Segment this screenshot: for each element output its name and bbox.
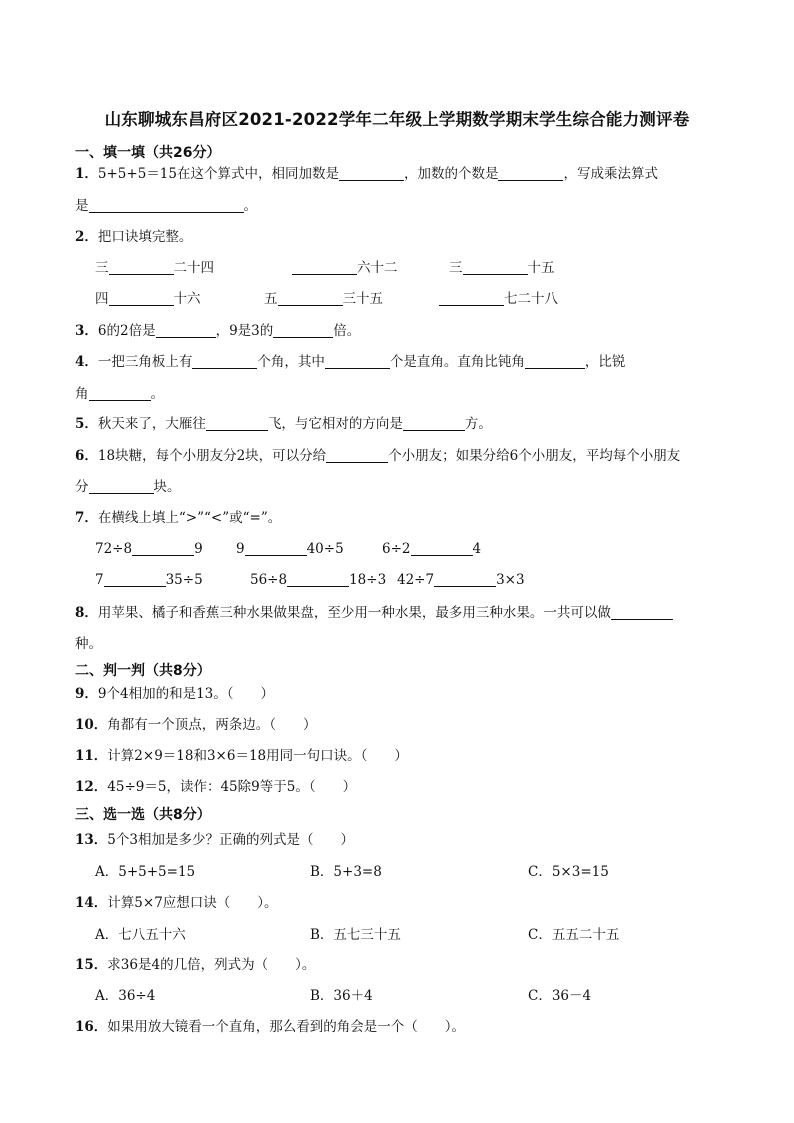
compare-item: 56÷8 18÷3	[250, 572, 387, 588]
question-12: 12．45÷9＝5，读作：45除9等于5。（ ）	[75, 779, 357, 795]
question-7: 7．在横线上填上“>”“<”或“=”。	[75, 510, 282, 526]
rhyme-item: 五 三十五	[264, 291, 383, 307]
option-b[interactable]: B．五七三十五	[310, 927, 401, 943]
rhyme-item: 三 二十四	[95, 260, 214, 276]
question-number: 5．	[75, 416, 98, 432]
option-b[interactable]: B．5+3=8	[310, 864, 382, 880]
answer-blank[interactable]	[498, 166, 563, 181]
question-13: 13．5个3相加是多少？正确的列式是（ ）	[75, 832, 354, 848]
section-heading-fill-in: 一、填一填（共26分）	[75, 145, 221, 161]
answer-blank[interactable]	[439, 291, 504, 306]
answer-blank[interactable]	[287, 572, 349, 587]
answer-blank[interactable]	[89, 479, 154, 494]
question-14: 14．计算5×7应想口诀（ ）。	[75, 895, 278, 911]
option-b[interactable]: B．36＋4	[310, 988, 373, 1004]
option-c[interactable]: C．5×3=15	[528, 864, 609, 880]
question-15: 15．求36是4的几倍，列式为（ ）。	[75, 957, 316, 973]
answer-blank[interactable]	[403, 416, 465, 431]
answer-blank[interactable]	[434, 572, 496, 587]
question-5: 5．秋天来了，大雁往 飞，与它相对的方向是 方。	[75, 416, 492, 432]
answer-blank[interactable]	[104, 572, 166, 587]
question-number: 8．	[75, 605, 98, 621]
question-16: 16．如果用放大镜看一个直角，那么看到的角会是一个（ ）。	[75, 1019, 466, 1035]
question-11: 11．计算2×9＝18和3×6＝18用同一句口诀。（ ）	[75, 748, 408, 764]
answer-blank[interactable]	[109, 291, 174, 306]
answer-blank[interactable]	[611, 605, 673, 620]
compare-item: 42÷7 3×3	[397, 572, 525, 588]
question-1: 1．5+5+5＝15在这个算式中，相同加数是 ，加数的个数是 ，写成乘法算式	[75, 166, 658, 182]
compare-item: 9 40÷5	[236, 541, 344, 557]
answer-blank[interactable]	[292, 260, 357, 275]
rhyme-item: 六十二	[292, 258, 398, 278]
question-3: 3．6的2倍是 ，9是3的 倍。	[75, 323, 361, 339]
exam-title: 山东聊城东昌府区2021-2022学年二年级上学期数学期末学生综合能力测评卷	[104, 110, 690, 129]
option-a[interactable]: A．5+5+5=15	[95, 864, 196, 880]
answer-blank[interactable]	[278, 291, 343, 306]
answer-blank[interactable]	[273, 323, 333, 338]
rhyme-item: 四 十六	[95, 291, 201, 307]
answer-blank[interactable]	[192, 354, 257, 369]
question-8-cont: 种。	[75, 636, 102, 652]
answer-blank[interactable]	[339, 166, 404, 181]
option-a[interactable]: A．七八五十六	[95, 927, 186, 943]
question-number: 2．	[75, 229, 98, 245]
compare-item: 7 35÷5	[95, 572, 203, 588]
answer-blank[interactable]	[325, 354, 390, 369]
answer-blank[interactable]	[525, 354, 585, 369]
question-number: 7．	[75, 510, 98, 526]
option-a[interactable]: A．36÷4	[95, 988, 156, 1004]
question-number: 1．	[75, 166, 98, 182]
question-number: 4．	[75, 354, 98, 370]
question-4: 4．一把三角板上有 个角，其中 个是直角。直角比钝角 ，比锐	[75, 354, 626, 370]
question-number: 6．	[75, 448, 98, 464]
section-heading-multiple-choice: 三、选一选（共8分）	[75, 807, 211, 823]
question-8: 8．用苹果、橘子和香蕉三种水果做果盘，至少用一种水果，最多用三种水果。一共可以做	[75, 603, 673, 623]
question-4-cont: 角 。	[75, 386, 164, 402]
option-c[interactable]: C．36－4	[528, 988, 592, 1004]
answer-blank[interactable]	[156, 323, 216, 338]
question-6-cont: 分 块。	[75, 479, 181, 495]
compare-item: 6÷2 4	[382, 541, 482, 557]
answer-blank[interactable]	[326, 448, 388, 463]
answer-blank[interactable]	[89, 386, 151, 401]
answer-blank[interactable]	[411, 541, 473, 556]
question-6: 6．18块糖，每个小朋友分2块，可以分给 个小朋友；如果分给6个小朋友，平均每个小朋友	[75, 448, 681, 464]
answer-blank[interactable]	[109, 260, 174, 275]
question-10: 10．角都有一个顶点，两条边。（ ）	[75, 717, 317, 733]
option-c[interactable]: C．五五二十五	[528, 927, 620, 943]
answer-blank[interactable]	[132, 541, 194, 556]
rhyme-item: 三 十五	[449, 260, 555, 276]
section-heading-true-false: 二、判一判（共8分）	[75, 663, 211, 679]
question-9: 9．9个4相加的和是13。（ ）	[75, 686, 275, 702]
rhyme-item: 七二十八	[439, 289, 558, 309]
answer-blank[interactable]	[89, 198, 244, 213]
answer-blank[interactable]	[245, 541, 307, 556]
question-2: 2．把口诀填完整。	[75, 229, 193, 245]
answer-blank[interactable]	[463, 260, 528, 275]
answer-blank[interactable]	[206, 416, 268, 431]
compare-item: 72÷8 9	[95, 541, 203, 557]
question-number: 3．	[75, 323, 98, 339]
question-1-cont: 是 。	[75, 198, 257, 214]
